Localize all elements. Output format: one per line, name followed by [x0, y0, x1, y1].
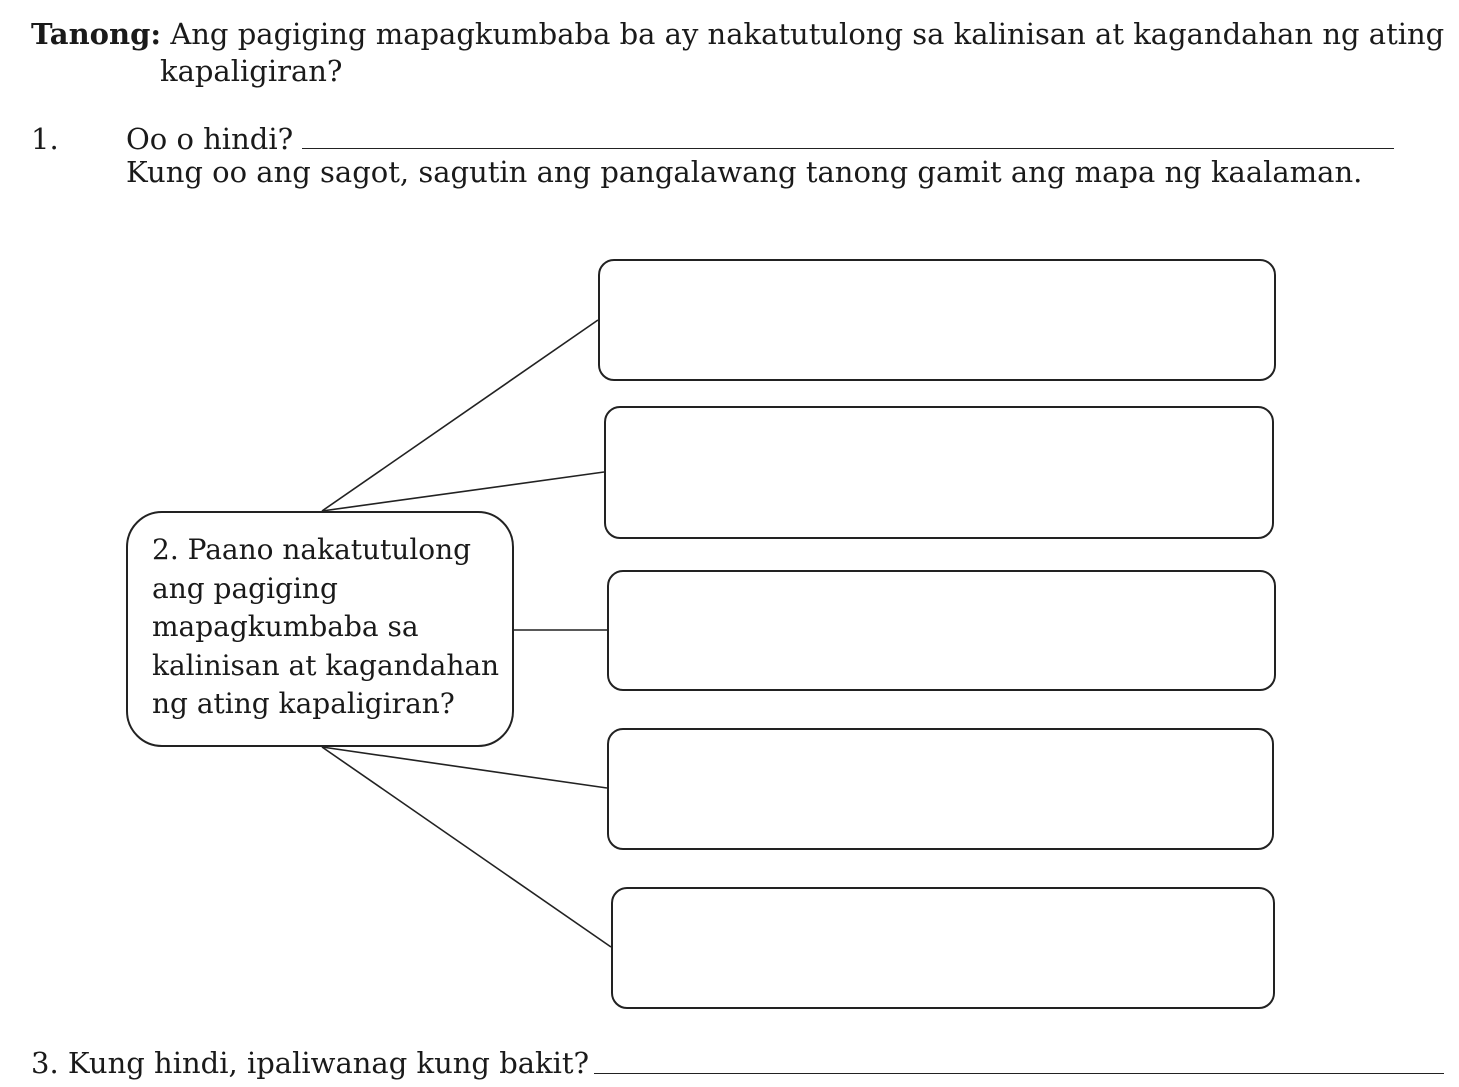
answer-box-2[interactable] — [604, 406, 1274, 539]
connector-5 — [322, 747, 611, 947]
connector-4 — [322, 747, 607, 788]
center-text-line: ng ating kapaligiran? — [152, 687, 455, 720]
answer-box-1[interactable] — [598, 259, 1276, 381]
center-text-line: 2. Paano nakatutulong — [152, 533, 472, 566]
center-text-line: ang pagiging — [152, 571, 338, 605]
connector-1 — [322, 320, 598, 511]
answer-box-5[interactable] — [611, 887, 1275, 1009]
question-label: Tanong: — [31, 17, 162, 51]
center-text-line: mapagkumbaba sa — [152, 610, 419, 643]
item1-number: 1. — [31, 122, 59, 156]
question-text-line2: kapaligiran? — [160, 54, 343, 88]
answer-box-3[interactable] — [607, 570, 1276, 691]
item1-prompt: Oo o hindi? — [126, 122, 294, 156]
question-text-line1: Ang pagiging mapagkumbaba ba ay nakatutulong sa kalinisan at kagandahan ng ating — [170, 17, 1445, 51]
connector-2 — [322, 472, 604, 511]
center-question-box — [126, 511, 514, 747]
center-text-line: kalinisan at kagandahan — [152, 648, 500, 682]
item1-instruction: Kung oo ang sagot, sagutin ang pangalawang tanong gamit ang mapa ng kaalaman. — [126, 155, 1363, 189]
item3-prompt: 3. Kung hindi, ipaliwanag kung bakit? — [31, 1046, 590, 1080]
item3-answer-line[interactable] — [594, 1073, 1444, 1074]
answer-box-4[interactable] — [607, 728, 1274, 850]
